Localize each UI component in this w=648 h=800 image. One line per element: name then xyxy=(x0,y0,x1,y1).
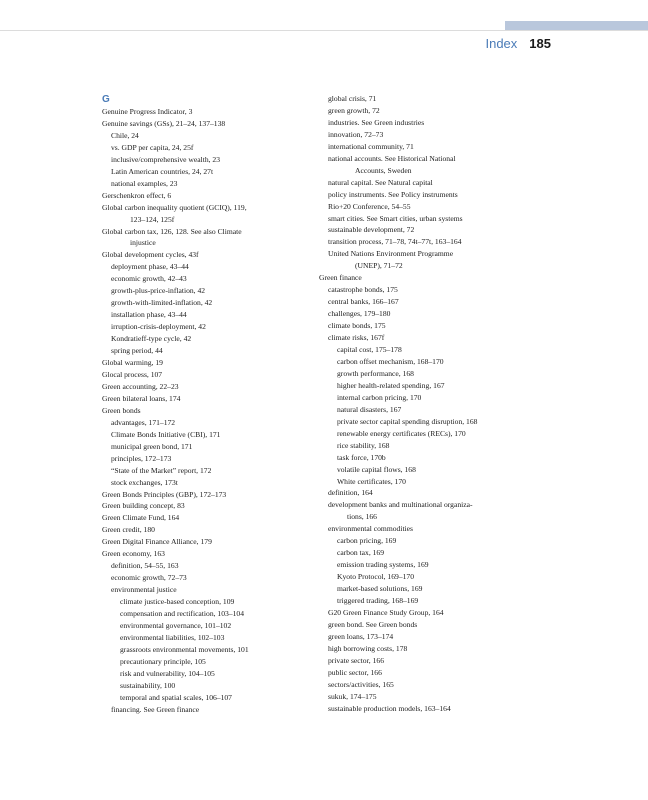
index-entry: “State of the Market” report, 172 xyxy=(111,465,212,475)
index-entry: climate justice-based conception, 109 xyxy=(120,597,235,607)
section-letter: G xyxy=(102,94,110,105)
index-entry: global crisis, 71 xyxy=(328,94,377,103)
index-entry: precautionary principle, 105 xyxy=(120,656,206,666)
index-entry: higher health-related spending, 167 xyxy=(337,380,445,390)
index-entry: sustainability, 100 xyxy=(120,680,176,690)
header-rule xyxy=(0,30,648,31)
index-entry: rice stability, 168 xyxy=(337,440,390,450)
index-entry: spring period, 44 xyxy=(111,346,163,356)
index-entry: definition, 164 xyxy=(328,488,373,498)
index-entry: task force, 170b xyxy=(337,452,386,462)
index-column-right xyxy=(319,93,534,715)
index-entry: carbon tax, 169 xyxy=(337,548,385,558)
index-entry: climate bonds, 175 xyxy=(328,321,386,331)
index-entry: Green Digital Finance Alliance, 179 xyxy=(102,537,212,547)
index-entry: sukuk, 174–175 xyxy=(328,691,377,701)
index-entry: Green bonds xyxy=(102,405,141,415)
index-entry: Global carbon tax, 126, 128. See also Climate xyxy=(102,226,242,236)
index-entry: tions, 166 xyxy=(347,512,377,522)
index-entry: innovation, 72–73 xyxy=(328,129,384,139)
index-entry: 123–124, 125f xyxy=(130,214,175,224)
index-entry: challenges, 179–180 xyxy=(328,309,391,319)
index-entry: Global warming, 19 xyxy=(102,358,163,368)
index-entry: triggered trading, 168–169 xyxy=(337,596,419,606)
index-entry: private sector, 166 xyxy=(328,655,384,665)
index-entry: compensation and rectification, 103–104 xyxy=(120,609,244,619)
index-entry: capital cost, 175–178 xyxy=(337,345,402,355)
index-entry: smart cities. See Smart cities, urban systems xyxy=(328,213,463,223)
index-entry: carbon pricing, 169 xyxy=(337,536,397,546)
index-entry: market-based solutions, 169 xyxy=(337,584,423,594)
index-entry: high borrowing costs, 178 xyxy=(328,643,408,653)
index-entry: irruption-crisis-deployment, 42 xyxy=(111,322,206,332)
index-entry: Green finance xyxy=(319,273,362,283)
index-entry: definition, 54–55, 163 xyxy=(111,561,179,571)
index-entry: Green building concept, 83 xyxy=(102,501,185,511)
index-entry: Latin American countries, 24, 27t xyxy=(111,166,214,176)
index-entry: international community, 71 xyxy=(328,141,414,151)
index-entry: municipal green bond, 171 xyxy=(111,441,193,451)
index-entry: Kyoto Protocol, 169–170 xyxy=(337,572,414,582)
index-entry: grassroots environmental movements, 101 xyxy=(120,644,249,654)
running-header-label: Index xyxy=(485,36,518,51)
index-entry: Green economy, 163 xyxy=(102,549,165,559)
index-entry: Green accounting, 22–23 xyxy=(102,381,179,391)
index-entry: White certificates, 170 xyxy=(337,476,406,486)
index-entry: installation phase, 43–44 xyxy=(111,310,187,320)
index-entry: Climate Bonds Initiative (CBI), 171 xyxy=(111,429,221,439)
page-number: 185 xyxy=(529,36,551,51)
index-entry: Accounts, Sweden xyxy=(355,165,412,175)
index-entry: development banks and multinational organiza- xyxy=(328,500,473,510)
index-entry: economic growth, 42–43 xyxy=(111,274,187,284)
index-entry: Global development cycles, 43f xyxy=(102,250,199,260)
index-entry: temporal and spatial scales, 106–107 xyxy=(120,692,232,702)
index-entry: vs. GDP per capita, 24, 25f xyxy=(111,142,194,152)
index-entry: environmental justice xyxy=(111,585,177,595)
index-entry: Kondratieff-type cycle, 42 xyxy=(111,334,192,344)
index-entry: sectors/activities, 165 xyxy=(328,679,394,689)
index-entry: Genuine Progress Indicator, 3 xyxy=(102,107,193,116)
index-entry: financing. See Green finance xyxy=(111,704,200,714)
index-entry: policy instruments. See Policy instruments xyxy=(328,189,458,199)
index-entry: Chile, 24 xyxy=(111,130,139,140)
index-column-left xyxy=(102,93,302,716)
index-entry: Rio+20 Conference, 54–55 xyxy=(328,201,411,211)
index-entry: volatile capital flows, 168 xyxy=(337,464,416,474)
index-entry: renewable energy certificates (RECs), 170 xyxy=(337,428,466,438)
index-entry: Green bilateral loans, 174 xyxy=(102,393,181,403)
index-entry: risk and vulnerability, 104–105 xyxy=(120,668,215,678)
index-entry: green bond. See Green bonds xyxy=(328,619,418,629)
index-entry: climate risks, 167f xyxy=(328,333,385,343)
index-entry: carbon offset mechanism, 168–170 xyxy=(337,356,444,366)
index-entry: green growth, 72 xyxy=(328,105,380,115)
index-entry: industries. See Green industries xyxy=(328,117,425,127)
index-entry: national accounts. See Historical National xyxy=(328,153,456,163)
index-entry: deployment phase, 43–44 xyxy=(111,262,189,272)
index-entry: (UNEP), 71–72 xyxy=(355,261,403,271)
index-entry: Gerschenkron effect, 6 xyxy=(102,190,172,200)
index-entry: central banks, 166–167 xyxy=(328,297,399,307)
index-entry: United Nations Environment Programme xyxy=(328,249,454,259)
index-entry: national examples, 23 xyxy=(111,178,178,188)
index-entry: advantages, 171–172 xyxy=(111,417,176,427)
index-entry: internal carbon pricing, 170 xyxy=(337,392,422,402)
index-entry: inclusive/comprehensive wealth, 23 xyxy=(111,154,221,164)
index-entry: growth-with-limited-inflation, 42 xyxy=(111,298,213,308)
index-entry: stock exchanges, 173t xyxy=(111,477,178,487)
index-entry: transition process, 71–78, 74t–77t, 163–164 xyxy=(328,237,462,247)
index-entry: natural capital. See Natural capital xyxy=(328,177,433,187)
index-entry: G20 Green Finance Study Group, 164 xyxy=(328,607,444,617)
index-entry: environmental liabilities, 102–103 xyxy=(120,632,225,642)
index-entry: economic growth, 72–73 xyxy=(111,573,187,583)
index-entry: public sector, 166 xyxy=(328,667,382,677)
index-entry: private sector capital spending disruption, 168 xyxy=(337,416,478,426)
index-entry: environmental governance, 101–102 xyxy=(120,620,232,630)
index-entry: Green Climate Fund, 164 xyxy=(102,513,180,523)
index-entry: sustainable production models, 163–164 xyxy=(328,703,451,713)
index-entry: Glocal process, 107 xyxy=(102,369,163,379)
index-entry: natural disasters, 167 xyxy=(337,404,402,414)
index-entry: injustice xyxy=(130,238,156,248)
index-entry: green loans, 173–174 xyxy=(328,631,394,641)
index-entry: sustainable development, 72 xyxy=(328,225,415,235)
index-entry: Green Bonds Principles (GBP), 172–173 xyxy=(102,489,227,499)
index-entry: Global carbon inequality quotient (GCIQ), 119, xyxy=(102,202,247,212)
index-entry: environmental commodities xyxy=(328,524,413,534)
index-entry: growth-plus-price-inflation, 42 xyxy=(111,286,206,296)
index-entry: Green credit, 180 xyxy=(102,525,155,535)
index-entry: principles, 172–173 xyxy=(111,453,172,463)
index-entry: Genuine savings (GSs), 21–24, 137–138 xyxy=(102,118,226,128)
index-entry: catastrophe bonds, 175 xyxy=(328,285,398,295)
running-header xyxy=(485,36,551,51)
header-accent-bar xyxy=(505,21,648,30)
index-entry: growth performance, 168 xyxy=(337,368,414,378)
index-entry: emission trading systems, 169 xyxy=(337,560,429,570)
